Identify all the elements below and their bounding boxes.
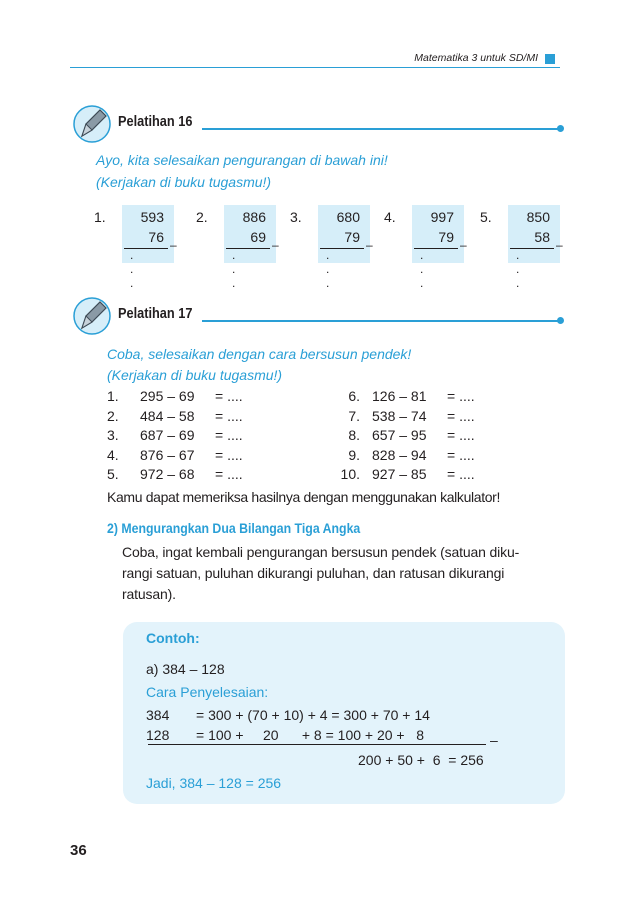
minuend: 997 bbox=[430, 209, 454, 225]
subtrahend: 58 bbox=[534, 229, 550, 245]
exercise-expression: 876 – 67 bbox=[140, 446, 195, 463]
minus-sign: – bbox=[460, 238, 467, 252]
exercise-expression: 927 – 85 bbox=[372, 466, 427, 482]
problem-number: 4. bbox=[384, 209, 396, 225]
pelatihan-17-title: Pelatihan 17 bbox=[118, 305, 193, 322]
subsection-heading: 2) Mengurangkan Dua Bilangan Tiga Angka bbox=[107, 520, 361, 536]
pelatihan-16-title: Pelatihan 16 bbox=[118, 113, 193, 130]
minus-sign: – bbox=[272, 238, 279, 252]
exercise-number: 5. bbox=[107, 466, 119, 482]
step-2-expansion: = 100 + 20 + 8 = 100 + 20 + 8 bbox=[196, 727, 425, 743]
answer-blank: . . . bbox=[326, 248, 332, 290]
running-title: Matematika 3 untuk SD/MI bbox=[414, 52, 538, 64]
exercise-number: 4. bbox=[107, 446, 119, 463]
subtrahend: 69 bbox=[250, 229, 266, 245]
pelatihan-16-note: (Kerjakan di buku tugasmu!) bbox=[96, 174, 272, 190]
answer-blank: . . . bbox=[516, 248, 522, 290]
minus-sign: – bbox=[170, 238, 177, 252]
exercise-expression: 484 – 58 bbox=[140, 407, 195, 424]
pelatihan-16-dot bbox=[557, 125, 564, 132]
minus-sign: – bbox=[366, 238, 373, 252]
minuend: 680 bbox=[336, 209, 360, 225]
subtrahend: 79 bbox=[344, 229, 360, 245]
problem-number: 5. bbox=[480, 209, 492, 225]
subtrahend: 79 bbox=[438, 229, 454, 245]
step-1-expansion: = 300 + (70 + 10) + 4 = 300 + 70 + 14 bbox=[196, 707, 430, 723]
paragraph-line: ratusan). bbox=[122, 586, 176, 602]
answer-blank: . . . bbox=[130, 248, 136, 290]
answer-blank: . . . bbox=[420, 248, 426, 290]
exercise-expression: 538 – 74 bbox=[372, 407, 427, 424]
exercise-number: 8. bbox=[348, 427, 360, 443]
example-result: 200 + 50 + 6 = 256 bbox=[358, 752, 484, 768]
exercise-answer-blank: = .... bbox=[447, 446, 475, 463]
exercise-answer-blank: = .... bbox=[215, 427, 243, 443]
pencil-badge-icon bbox=[72, 296, 112, 336]
answer-blank: . . . bbox=[232, 248, 238, 290]
pelatihan-17-note: (Kerjakan di buku tugasmu!) bbox=[107, 367, 283, 383]
exercise-expression: 687 – 69 bbox=[140, 427, 195, 443]
exercise-answer-blank: = .... bbox=[447, 407, 475, 424]
exercise-answer-blank: = .... bbox=[215, 446, 243, 463]
page-number: 36 bbox=[70, 842, 87, 859]
pelatihan-16-instruction: Ayo, kita selesaikan pengurangan di bawah ini! bbox=[96, 152, 388, 168]
exercise-number: 2. bbox=[107, 407, 119, 424]
pelatihan-17-dot bbox=[557, 317, 564, 324]
example-problem: a) 384 – 128 bbox=[146, 661, 225, 677]
example-label: Contoh: bbox=[146, 630, 200, 646]
exercise-expression: 657 – 95 bbox=[372, 427, 427, 443]
exercise-answer-blank: = .... bbox=[215, 407, 243, 424]
exercise-number: 10. bbox=[340, 466, 360, 482]
example-conclusion: Jadi, 384 – 128 = 256 bbox=[146, 775, 282, 791]
minuend: 850 bbox=[526, 209, 550, 225]
exercise-answer-blank: = .... bbox=[447, 388, 475, 404]
calculator-note: Kamu dapat memeriksa hasilnya dengan menggunakan kalkulator! bbox=[107, 489, 501, 505]
minus-sign: – bbox=[556, 238, 563, 252]
exercise-expression: 126 – 81 bbox=[372, 388, 427, 404]
exercise-answer-blank: = .... bbox=[447, 466, 475, 482]
exercise-number: 6. bbox=[348, 388, 360, 404]
subtrahend: 76 bbox=[148, 229, 164, 245]
pelatihan-17-rule bbox=[202, 320, 560, 322]
exercise-expression: 828 – 94 bbox=[372, 446, 427, 463]
paragraph-line: Coba, ingat kembali pengurangan bersusun pendek (satuan diku- bbox=[122, 544, 520, 560]
exercise-expression: 295 – 69 bbox=[140, 388, 195, 404]
pencil-badge-icon bbox=[72, 104, 112, 144]
header-marker bbox=[545, 54, 555, 64]
problem-number: 2. bbox=[196, 209, 208, 225]
minuend: 886 bbox=[242, 209, 266, 225]
minus-sign: – bbox=[490, 732, 498, 748]
header-rule bbox=[70, 67, 560, 68]
step-1-number: 384 bbox=[146, 707, 170, 723]
exercise-answer-blank: = .... bbox=[215, 388, 243, 404]
pelatihan-17-instruction: Coba, selesaikan dengan cara bersusun pendek! bbox=[107, 346, 412, 362]
step-2-number: 128 bbox=[146, 727, 170, 743]
exercise-number: 3. bbox=[107, 427, 119, 443]
exercise-answer-blank: = .... bbox=[447, 427, 475, 443]
problem-number: 3. bbox=[290, 209, 302, 225]
minuend: 593 bbox=[140, 209, 164, 225]
method-label: Cara Penyelesaian: bbox=[146, 684, 269, 700]
exercise-number: 1. bbox=[107, 388, 119, 404]
exercise-expression: 972 – 68 bbox=[140, 466, 195, 482]
problem-number: 1. bbox=[94, 209, 106, 225]
paragraph-line: rangi satuan, puluhan dikurangi puluhan, dan ratusan dikurangi bbox=[122, 565, 505, 581]
exercise-number: 7. bbox=[348, 407, 360, 424]
pelatihan-16-rule bbox=[202, 128, 560, 130]
exercise-number: 9. bbox=[348, 446, 360, 463]
exercise-answer-blank: = .... bbox=[215, 466, 243, 482]
sum-rule bbox=[148, 744, 486, 745]
